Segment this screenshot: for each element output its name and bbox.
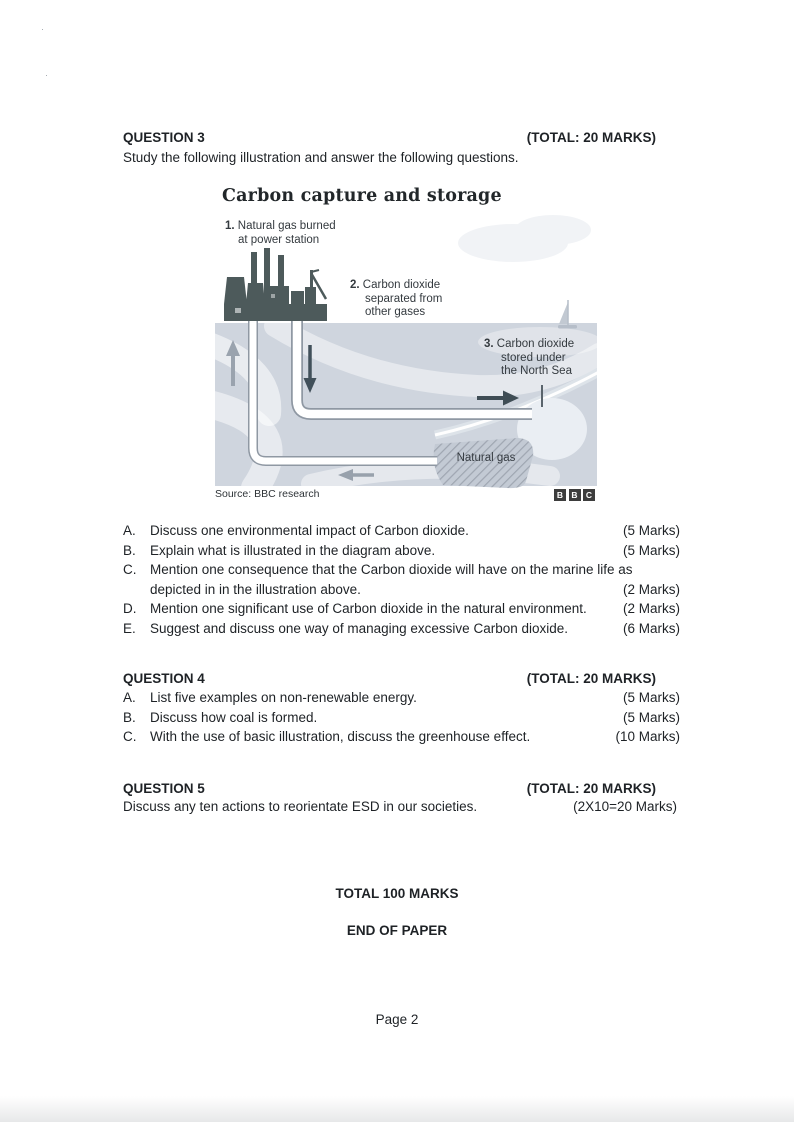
question4-header — [123, 670, 680, 687]
bbc-logo-letter: C — [583, 489, 595, 501]
item-letter: B. — [123, 709, 136, 725]
question4-title: QUESTION 4 — [123, 671, 205, 686]
item-marks: (2 Marks) — [623, 581, 680, 597]
question5-marks: (2X10=20 Marks) — [573, 799, 677, 814]
page-number: Page 2 — [375, 1012, 419, 1027]
label3-line3: the North Sea — [501, 365, 572, 377]
question-item-b — [123, 708, 680, 728]
label1-line1: Natural gas burned — [237, 220, 336, 232]
question4-total-marks: (TOTAL: 20 MARKS) — [526, 671, 656, 686]
label1-number: 1. — [225, 220, 235, 232]
item-marks: (5 Marks) — [623, 709, 680, 725]
label3-line1: Carbon dioxide — [496, 338, 575, 350]
diagram-label-2 — [350, 279, 442, 320]
item-marks: (6 Marks) — [623, 620, 680, 636]
item-letter: C. — [123, 729, 137, 744]
question-item-d — [123, 599, 680, 619]
item-letter: C. — [123, 562, 137, 577]
question-item-e — [123, 619, 680, 639]
item-text: Mention one significant use of Carbon dioxide in the natural environment. — [150, 601, 587, 616]
item-letter: A. — [123, 690, 136, 705]
item-letter: B. — [123, 542, 136, 558]
question5-text: Discuss any ten actions to reorientate ESD in our societies. — [123, 799, 478, 814]
label2-line2: separated from — [365, 292, 443, 305]
label2-line3: other gases — [365, 306, 426, 318]
bbc-logo-letter: B — [554, 489, 566, 501]
diagram-label-3 — [484, 338, 574, 379]
question-item-a — [123, 521, 680, 541]
item-text: Mention one consequence that the Carbon dioxide will have on the marine life as depicted in in the illustration above. — [150, 562, 633, 597]
item-marks: (10 Marks) — [615, 729, 680, 744]
bbc-logo-letter: B — [569, 489, 581, 501]
carbon-capture-diagram — [215, 186, 597, 508]
question5-total-marks: (TOTAL: 20 MARKS) — [526, 781, 656, 796]
item-text: Discuss one environmental impact of Carbon dioxide. — [150, 523, 469, 538]
item-letter: D. — [123, 601, 137, 616]
diagram-label-1 — [225, 220, 336, 247]
question3-title: QUESTION 3 — [123, 130, 205, 145]
power-station-silhouette — [224, 248, 327, 321]
item-letter: A. — [123, 523, 136, 538]
item-marks: (2 Marks) — [623, 601, 680, 616]
label3-line2: stored under — [501, 351, 566, 364]
question-item-a — [123, 688, 680, 708]
question3-items — [123, 521, 680, 638]
question5-body — [123, 798, 680, 816]
bbc-logo — [554, 489, 595, 501]
item-marks: (5 Marks) — [623, 690, 680, 705]
question4-items — [123, 688, 680, 747]
label1-line2: at power station — [238, 233, 320, 246]
item-marks: (5 Marks) — [623, 523, 680, 538]
item-text: List five examples on non-renewable energy. — [150, 690, 417, 705]
question-item-c — [123, 560, 680, 599]
question3-intro: Study the following illustration and answer the following questions. — [123, 150, 519, 165]
question3-header — [123, 129, 680, 146]
total-marks-line: TOTAL 100 MARKS — [335, 886, 459, 901]
source-credit: Source: BBC research — [215, 488, 320, 500]
item-letter: E. — [123, 620, 136, 636]
scan-shading — [0, 1096, 794, 1122]
question3-total-marks: (TOTAL: 20 MARKS) — [526, 130, 656, 145]
label2-line1: Carbon dioxide — [362, 279, 441, 291]
question5-header — [123, 780, 680, 797]
item-text: Discuss how coal is formed. — [150, 709, 318, 725]
item-marks: (5 Marks) — [623, 542, 680, 558]
diagram-title: Carbon capture and storage — [222, 186, 502, 206]
item-text: Suggest and discuss one way of managing excessive Carbon dioxide. — [150, 620, 568, 636]
natural-gas-label: Natural gas — [456, 452, 516, 464]
scan-speck: · — [45, 70, 48, 80]
cloud-shape — [458, 215, 591, 262]
question5-title: QUESTION 5 — [123, 781, 205, 796]
scan-speck: · — [41, 24, 44, 34]
label3-number: 3. — [484, 338, 494, 350]
question-item-b — [123, 541, 680, 561]
item-text: Explain what is illustrated in the diagram above. — [150, 542, 436, 558]
item-text: With the use of basic illustration, discuss the greenhouse effect. — [150, 729, 531, 744]
label2-number: 2. — [350, 279, 360, 291]
end-of-paper-line: END OF PAPER — [346, 923, 448, 938]
question-item-c — [123, 727, 680, 747]
